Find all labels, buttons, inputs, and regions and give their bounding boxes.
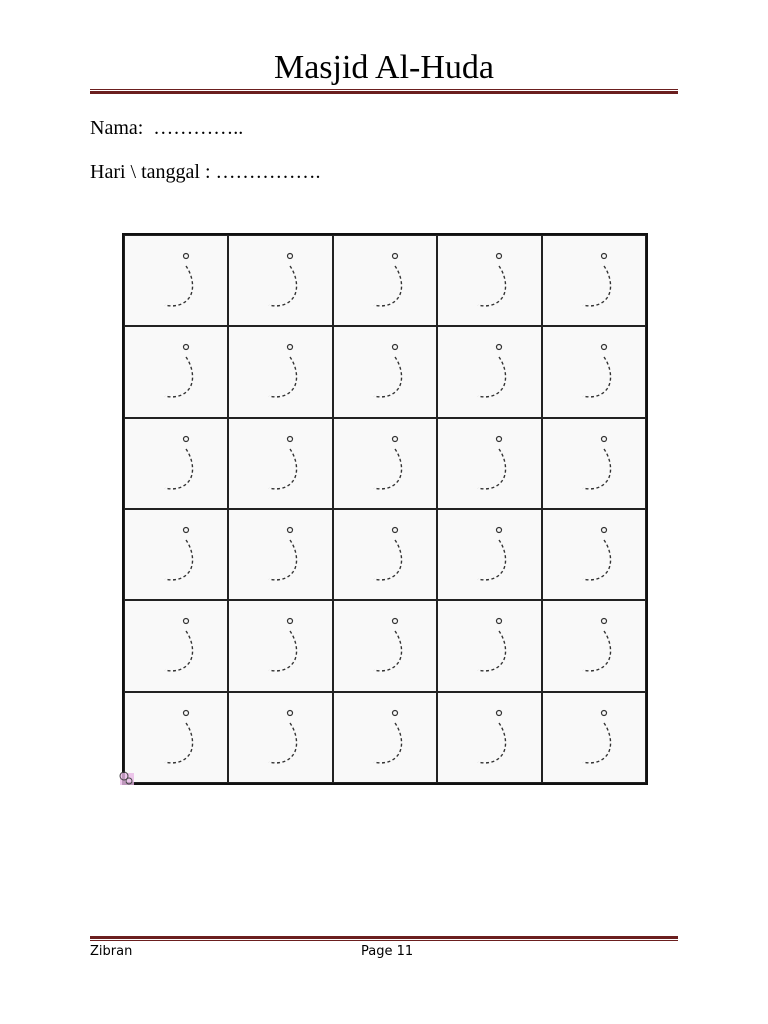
zay-trace-icon	[259, 524, 309, 588]
zay-trace-icon	[573, 341, 623, 405]
tracing-cell	[124, 326, 228, 417]
zay-trace-icon	[155, 615, 205, 679]
header-divider	[90, 89, 678, 94]
tracing-cell	[333, 418, 437, 509]
zay-trace-icon	[364, 341, 414, 405]
tracing-cell	[542, 418, 646, 509]
tracing-grid	[122, 233, 648, 785]
tracing-cell	[542, 235, 646, 326]
tracing-cell	[228, 418, 332, 509]
zay-trace-icon	[364, 250, 414, 314]
tracing-cell	[333, 235, 437, 326]
tracing-cell	[124, 692, 228, 783]
zay-trace-icon	[364, 615, 414, 679]
zay-trace-icon	[573, 524, 623, 588]
tracing-cell	[437, 418, 541, 509]
footer-page-number: Page 11	[361, 944, 414, 959]
tracing-cell	[124, 418, 228, 509]
tracing-cell	[333, 326, 437, 417]
zay-trace-icon	[155, 524, 205, 588]
tracing-cell	[124, 509, 228, 600]
tracing-cell	[542, 692, 646, 783]
tracing-cell	[228, 326, 332, 417]
zay-trace-icon	[259, 341, 309, 405]
zay-trace-icon	[364, 524, 414, 588]
zay-trace-icon	[155, 341, 205, 405]
tracing-cell	[542, 509, 646, 600]
zay-trace-icon	[573, 615, 623, 679]
footer-author: Zibran	[90, 944, 133, 959]
tracing-cell	[542, 600, 646, 691]
zay-trace-icon	[364, 433, 414, 497]
zay-trace-icon	[573, 433, 623, 497]
tracing-cell	[124, 600, 228, 691]
footer-divider	[90, 936, 678, 941]
zay-trace-icon	[259, 707, 309, 771]
zay-trace-icon	[364, 707, 414, 771]
tracing-cell	[228, 692, 332, 783]
zay-trace-icon	[468, 524, 518, 588]
tracing-cell	[333, 509, 437, 600]
zay-trace-icon	[468, 341, 518, 405]
tracing-cell	[437, 235, 541, 326]
zay-trace-icon	[573, 707, 623, 771]
tracing-cell	[228, 600, 332, 691]
zay-trace-icon	[468, 250, 518, 314]
tracing-cell	[333, 600, 437, 691]
zay-trace-icon	[155, 250, 205, 314]
tracing-cell	[124, 235, 228, 326]
zay-trace-icon	[468, 433, 518, 497]
zay-trace-icon	[259, 250, 309, 314]
tracing-cell	[228, 235, 332, 326]
zay-trace-icon	[573, 250, 623, 314]
tracing-cell	[437, 600, 541, 691]
tracing-cell	[542, 326, 646, 417]
tracing-cell	[437, 326, 541, 417]
nama-field: Nama: …………..	[90, 117, 244, 139]
tanggal-field: Hari \ tanggal : …………….	[90, 161, 321, 183]
zay-trace-icon	[468, 707, 518, 771]
zay-trace-icon	[468, 615, 518, 679]
tracing-cell	[333, 692, 437, 783]
tracing-cell	[437, 692, 541, 783]
zay-trace-icon	[259, 433, 309, 497]
page-title: Masjid Al-Huda	[273, 49, 495, 86]
zay-trace-icon	[259, 615, 309, 679]
zay-trace-icon	[155, 433, 205, 497]
tracing-cell	[228, 509, 332, 600]
tracing-cell	[437, 509, 541, 600]
resize-handle-icon[interactable]	[118, 769, 134, 785]
zay-trace-icon	[155, 707, 205, 771]
